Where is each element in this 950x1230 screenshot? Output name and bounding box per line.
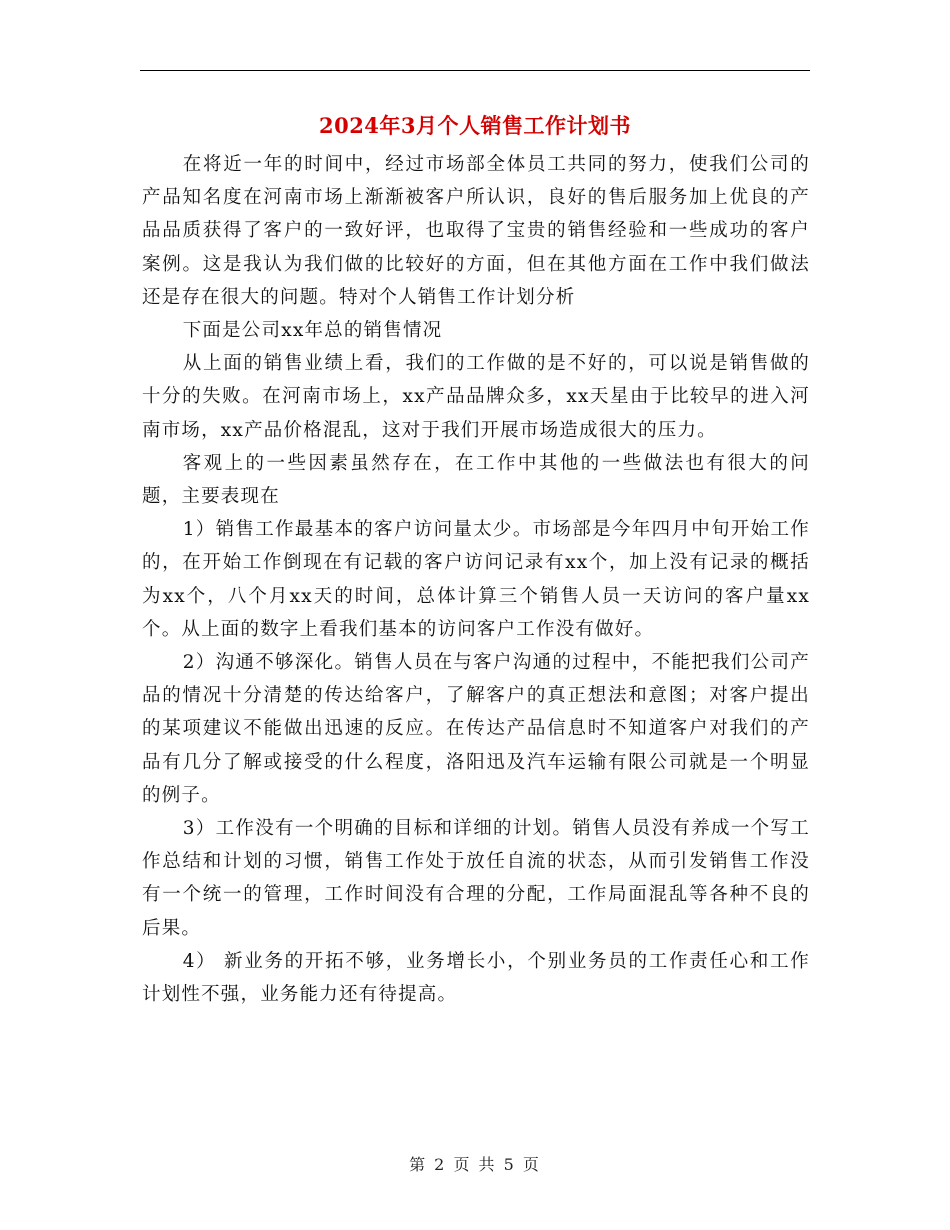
document-body	[142, 148, 810, 1011]
paragraph: 3）工作没有一个明确的目标和详细的计划。销售人员没有养成一个写工作总结和计划的习惯，销售工作处于放任自流的状态，从而引发销售工作没有一个统一的管理，工作时间没有合理的分配，工作局面混乱等各种不良的后果。	[142, 818, 810, 939]
header-rule	[140, 70, 810, 71]
paragraph: 在将近一年的时间中，经过市场部全体员工共同的努力，使我们公司的产品知名度在河南市场上渐渐被客户所认识，良好的售后服务加上优良的产品品质获得了客户的一致好评，也取得了宝贵的销售经验和一些成功的客户案例。这是我认为我们做的比较好的方面，但在其他方面在工作中我们做法还是存在很大的问题。特对个人销售工作计划分析	[142, 154, 810, 308]
paragraph: 下面是公司xx年总的销售情况	[182, 320, 443, 342]
paragraph: 客观上的一些因素虽然存在，在工作中其他的一些做法也有很大的问题，主要表现在	[142, 452, 810, 508]
paragraph: 从上面的销售业绩上看，我们的工作做的是不好的，可以说是销售做的十分的失败。在河南市场上，xx产品品牌众多，xx天星由于比较早的进入河南市场，xx产品价格混乱，这对于我们开展市场造成很大的压力。	[142, 353, 810, 441]
paragraph: 1）销售工作最基本的客户访问量太少。市场部是今年四月中旬开始工作的，在开始工作倒现在有记载的客户访问记录有xx个，加上没有记录的概括为xx个，八个月xx天的时间，总体计算三个销售人员一天访问的客户量xx个。从上面的数字上看我们基本的访问客户工作没有做好。	[142, 519, 810, 640]
paragraph: 2）沟通不够深化。销售人员在与客户沟通的过程中，不能把我们公司产品的情况十分清楚的传达给客户，了解客户的真正想法和意图；对客户提出的某项建议不能做出迅速的反应。在传达产品信息时不知道客户对我们的产品有几分了解或接受的什么程度，洛阳迅及汽车运输有限公司就是一个明显的例子。	[142, 652, 810, 806]
page-number: 第 2 页 共 5 页	[409, 1155, 541, 1174]
paragraph: 4） 新业务的开拓不够，业务增长小，个别业务员的工作责任心和工作计划性不强，业务能力还有待提高。	[142, 950, 810, 1006]
document-title: 2024年3月个人销售工作计划书	[318, 113, 632, 138]
